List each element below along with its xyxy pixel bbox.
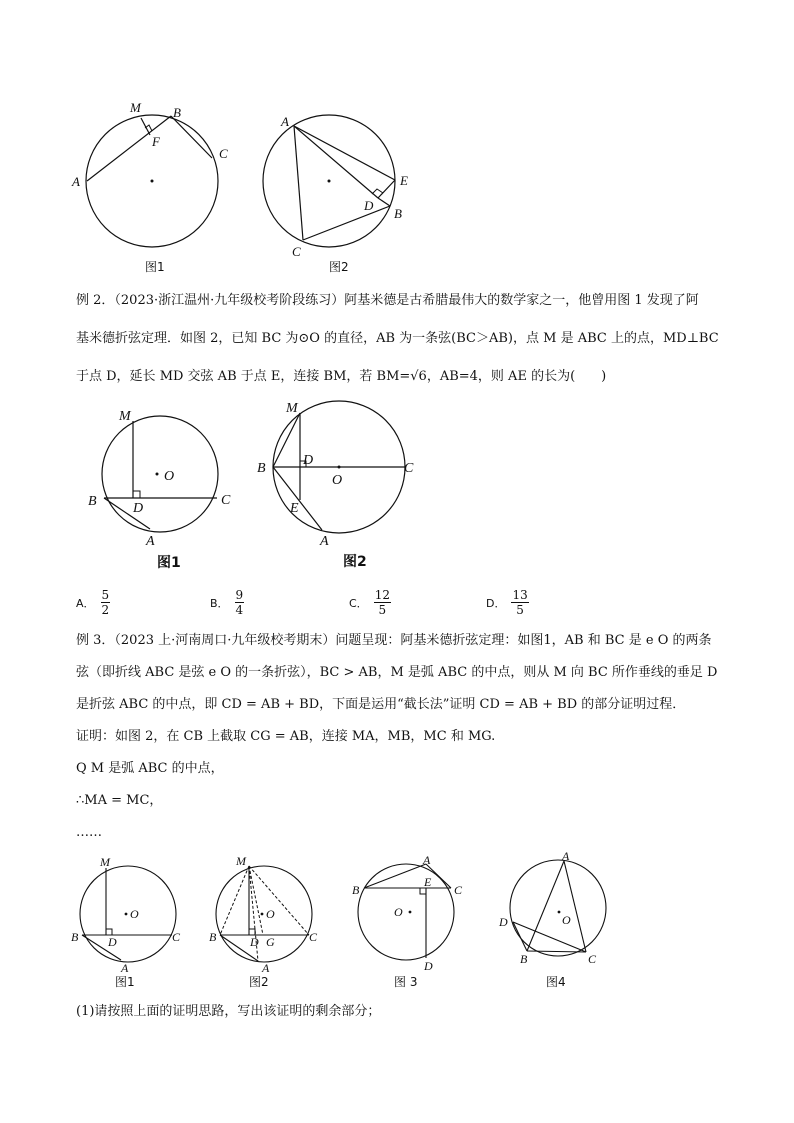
label-D: D	[499, 915, 508, 929]
fig-caption: 图1	[145, 260, 165, 274]
label-E: E	[424, 875, 432, 889]
label-A: A	[262, 961, 270, 975]
label-D: D	[133, 501, 144, 516]
example3-line6: ∴MA = MC，	[76, 793, 163, 808]
label-D: D	[424, 959, 433, 973]
option-B[interactable]: B． $\frac{9}{4}$	[210, 588, 244, 617]
label-B: B	[209, 930, 217, 944]
label-M: M	[130, 100, 141, 115]
fig-caption: 图4	[546, 975, 566, 989]
ex2-fig1	[88, 409, 231, 571]
example3-line1: 例 3．（2023 上·河南周口·九年级校考期末）问题呈现：阿基米德折弦定理：如图1，AB 和 BC 是 e O 的两条	[76, 633, 712, 648]
example3-line7: ……	[76, 825, 102, 840]
label-A: A	[281, 114, 289, 129]
fig-caption: 图1	[157, 555, 181, 571]
top-figures	[0, 95, 794, 280]
fig-caption: 图1	[115, 975, 135, 989]
example2-line1: 例 2．（2023·浙江温州·九年级校考阶段练习）阿基米德是古希腊最伟大的数学家之一，他曾用图 1 发现了阿	[76, 293, 699, 308]
label-B: B	[257, 461, 266, 476]
label-M: M	[236, 854, 246, 868]
label-B: B	[88, 494, 97, 509]
example2-line2: 基米德折弦定理．如图 2，已知 BC 为⊙O 的直径，AB 为一条弦(BC＞AB)，点 M 是 ABC 上的点，MD⊥BC	[76, 331, 719, 346]
example3-line5: Q M 是弧 ABC 的中点，	[76, 761, 224, 776]
label-C: C	[588, 952, 597, 966]
label-D: D	[364, 198, 374, 213]
label-A: A	[423, 853, 431, 867]
ex3-fig4	[498, 849, 606, 989]
label-C: C	[404, 461, 414, 476]
label-F: F	[152, 134, 160, 149]
label-B: B	[394, 206, 402, 221]
label-O: O	[562, 913, 571, 927]
question-1: (1)请按照上面的证明思路，写出该证明的剩余部分；	[76, 1004, 381, 1019]
label-C: C	[221, 493, 231, 508]
label-M: M	[119, 409, 131, 424]
top-fig2	[263, 114, 408, 274]
ex3-fig2	[209, 854, 318, 989]
ex2-fig2	[257, 401, 414, 570]
label-O: O	[130, 907, 139, 921]
label-E: E	[290, 501, 299, 516]
top-fig1	[71, 100, 228, 274]
label-A: A	[320, 534, 329, 549]
example2-line3: 于点 D，延长 MD 交弦 AB 于点 E，连接 BM，若 BM=√6，AB=4，则 AE 的长为( )	[76, 369, 607, 384]
label-C: C	[219, 146, 228, 161]
example3-figures	[0, 848, 794, 990]
label-O: O	[266, 907, 275, 921]
example3-line4: 证明：如图 2，在 CB 上截取 CG = AB，连接 MA，MB，MC 和 MG.	[76, 729, 496, 744]
label-M: M	[100, 855, 110, 869]
label-A: A	[562, 849, 570, 863]
label-D: D	[303, 453, 314, 468]
label-D: D	[108, 935, 117, 949]
option-A[interactable]: A． $\frac{5}{2}$	[76, 588, 110, 617]
label-C: C	[454, 883, 463, 897]
example3-line2: 弦（即折线 ABC 是弦 e O 的一条折弦），BC > AB，M 是弧 ABC 的中点，则从 M 向 BC 所作垂线的垂足 D	[76, 665, 718, 680]
label-B: B	[520, 952, 528, 966]
label-C: C	[309, 930, 318, 944]
fig-caption: 图2	[343, 554, 367, 570]
label-E: E	[400, 173, 408, 188]
label-O: O	[164, 469, 175, 484]
label-C: C	[172, 930, 181, 944]
label-A: A	[72, 174, 80, 189]
label-A: A	[121, 961, 129, 975]
label-O: O	[332, 473, 343, 488]
option-D[interactable]: D． $\frac{13}{5}$	[486, 588, 528, 617]
label-M: M	[286, 401, 298, 416]
label-A: A	[146, 534, 155, 549]
ex3-fig1	[71, 855, 181, 989]
fig-caption: 图2	[329, 260, 349, 274]
label-B: B	[71, 930, 79, 944]
fig-caption: 图 3	[394, 975, 418, 989]
label-B: B	[352, 883, 360, 897]
example2-figures	[0, 395, 794, 575]
option-C[interactable]: C． $\frac{12}{5}$	[349, 588, 390, 617]
label-C: C	[292, 244, 301, 259]
label-O: O	[394, 905, 403, 919]
label-D: D	[250, 935, 259, 949]
label-G: G	[266, 935, 275, 949]
fig-caption: 图2	[249, 975, 269, 989]
example3-line3: 是折弦 ABC 的中点，即 CD = AB + BD，下面是运用“截长法”证明 CD = AB + BD 的部分证明过程．	[76, 697, 686, 712]
label-B: B	[173, 105, 181, 120]
ex3-fig3	[352, 853, 463, 989]
